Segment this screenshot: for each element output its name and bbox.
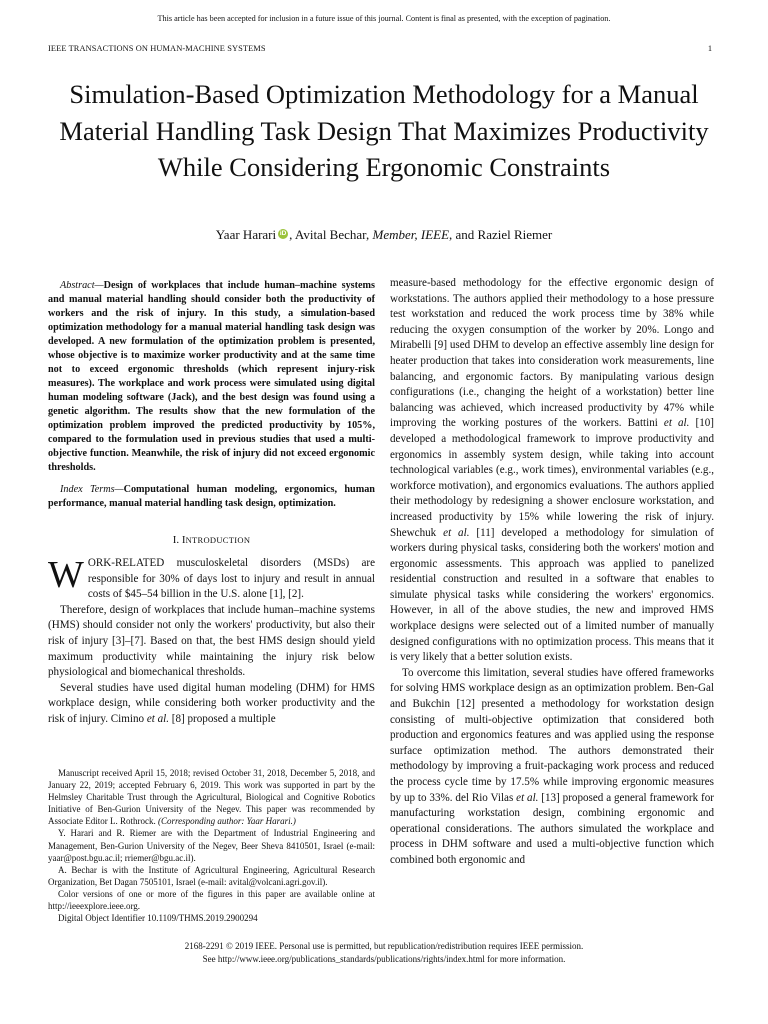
author-role: Member, IEEE <box>372 227 450 242</box>
paragraph: Therefore, design of workplaces that include human–machine systems (HMS) should consider not only the workers' productivity, but also their risk of injury [3]–[7]. Based on that, the best HMS design should yield maximum productivity while maintaining the injury risk below physiological and biomechanical thresholds. <box>48 603 375 679</box>
author-name: Yaar Harari <box>215 227 277 242</box>
acceptance-notice: This article has been accepted for inclusion in a future issue of this journal. Content is final as presented, with the exception of pagination. <box>157 14 611 23</box>
abstract-label: Abstract— <box>60 280 104 291</box>
abstract-text: Design of workplaces that include human–machine systems and manual material handling should consider both the productivity of workers and the risk of injury. In this study, a simulation-based optimization methodology for a manual material handling task design was developed. A new formulation of the optimization problem is presented, whose objective is to maximize worker productivity and at the same time not to exceed ergonomic thresholds (which represent injury-risk measures). The workplace and work process were simulated using digital human modeling software (Jack), and the best design was found using a genetic algorithm. The results show that the new formulation of the optimization problem improved the predicted productivity by 105%, compared to the formulation used in previous studies that used a multi-objective function. Meanwhile, the risk of injury did not exceed ergonomic thresholds. <box>48 280 375 473</box>
footnote-paragraph: Manuscript received April 15, 2018; revised October 31, 2018, December 5, 2018, and January 22, 2019; accepted February 6, 2019. This work was supported in part by the Helmsley Charitable Trust through the Agricultural, Biological and Cognitive Robotics Initiative of Ben-Gurion University of the Negev. This paper was recommended by Associate Editor L. Rothrock. (Corresponding author: Yaar Harari.) <box>48 768 375 827</box>
author-list <box>0 227 768 243</box>
right-column-body <box>390 276 714 869</box>
index-terms-label: Index Terms— <box>60 484 124 495</box>
index-terms <box>48 483 375 511</box>
paragraph: Several studies have used digital human modeling (DHM) for HMS workplace design, while considering both worker productivity and the risk of injury. Cimino et al. [8] proposed a multiple <box>48 681 375 725</box>
index-terms-text: Computational human modeling, ergonomics, human performance, manual material handling task design, optimization. <box>48 484 375 509</box>
copyright-footer <box>0 940 768 965</box>
paragraph: WORK-RELATED musculoskeletal disorders (MSDs) are responsible for 30% of days lost to injury and result in annual costs of $45–54 billion in the U.S. alone [1], [2]. <box>48 554 375 601</box>
drop-cap: W <box>48 554 84 596</box>
orcid-icon[interactable]: iD <box>279 230 287 237</box>
paragraph: To overcome this limitation, several studies have offered frameworks for solving HMS workplace design as an optimization problem. Ben-Gal and Bukchin [12] presented a methodology for workstation design consisting of multi-objective optimization that considered both production and ergonomics features and was applied using the response surface optimization method. The authors demonstrated their methodology by improving a fruit-packaging work process and reduced the process cycle time by 17.5% while improving ergonomic measures by up to 33%. del Rio Vilas et al. [13] proposed a general framework for manufacturing workstation design, combining ergonomic and operational considerations. The authors simulated the workplace and process in DHM software and used a multi-objective function which combined both ergonomic and <box>390 666 714 866</box>
footnote-paragraph: Y. Harari and R. Riemer are with the Department of Industrial Engineering and Management, Ben-Gurion University of the Negev, Beer Sheva 8410501, Israel (e-mail: yaar@post.bgu.ac.il; rriemer@bgu.ac.il). <box>48 828 375 863</box>
section-heading-introduction: I. INTRODUCTION <box>172 534 251 546</box>
abstract <box>48 279 375 475</box>
copyright-line: 2168-2291 © 2019 IEEE. Personal use is permitted, but republication/redistribution requires IEEE permission. <box>184 941 584 951</box>
author-name: , Avital Bechar, <box>289 227 373 242</box>
paragraph: measure-based methodology for the effective ergonomic design of workstations. The authors applied their methodology to a hose pressure test workstation and reduced the work process time by 38% while reducing the oxygen consumption of the worker by 20%. Longo and Mirabelli [9] used DHM to develop an effective assembly line design for heater production that takes into consideration work measurements, line balancing, and ergonomic factors. By manipulating various design configurations (i.e., changing the height of a workstation) better line balancing was achieved, which increased productivity by 47% while improving the working postures of the workers. Battini et al. [10] developed a methodological framework to improve productivity and ergonomics in assembly system design, while taking into account technological variables (e.g., work times), environmental variables (e.g., workforce motivation), and ergonomics evaluations. The authors applied their methodology by redesigning a shower enclosure workstation, and increased productivity by 15% while lowering the risk of injury. Shewchuk et al. [11] developed a methodology for simulation of workers during physical tasks, considering both the workers' motion and ergonomic assessments. This approach was applied to panelized residential construction and resulted in a software that enables to simulate physical tasks while considering the workers' ergonomics. However, in all of the above studies, the new and improved HMS workplace designs were selected out of a limited number of manually designed configurations with no optimization process. This means that it is very likely that a better solution exists. <box>390 277 714 664</box>
paper-title: Simulation-Based Optimization Methodology for a Manual Material Handling Task Design That Maximizes Productivity While Considering Ergonomic Constraints <box>59 79 709 182</box>
rights-link[interactable]: See http://www.ieee.org/publications_standards/publications/rights/index.html for more information. <box>202 953 566 964</box>
page-number: 1 <box>707 44 712 53</box>
footnote-paragraph: Color versions of one or more of the figures in this paper are available online at http://ieeexplore.ieee.org. <box>48 888 375 912</box>
author-name: , and Raziel Riemer <box>449 227 553 242</box>
journal-name: IEEE TRANSACTIONS ON HUMAN-MACHINE SYSTEMS <box>48 44 266 53</box>
footnote-paragraph: A. Bechar is with the Institute of Agricultural Engineering, Agricultural Research Organization, Bet Dagan 7505101, Israel (e-mail: avital@volcani.agri.gov.il). <box>48 864 375 887</box>
introduction-body <box>48 556 375 728</box>
doi: Digital Object Identifier 10.1109/THMS.2019.2900294 <box>58 913 258 924</box>
manuscript-footnote <box>48 767 375 924</box>
